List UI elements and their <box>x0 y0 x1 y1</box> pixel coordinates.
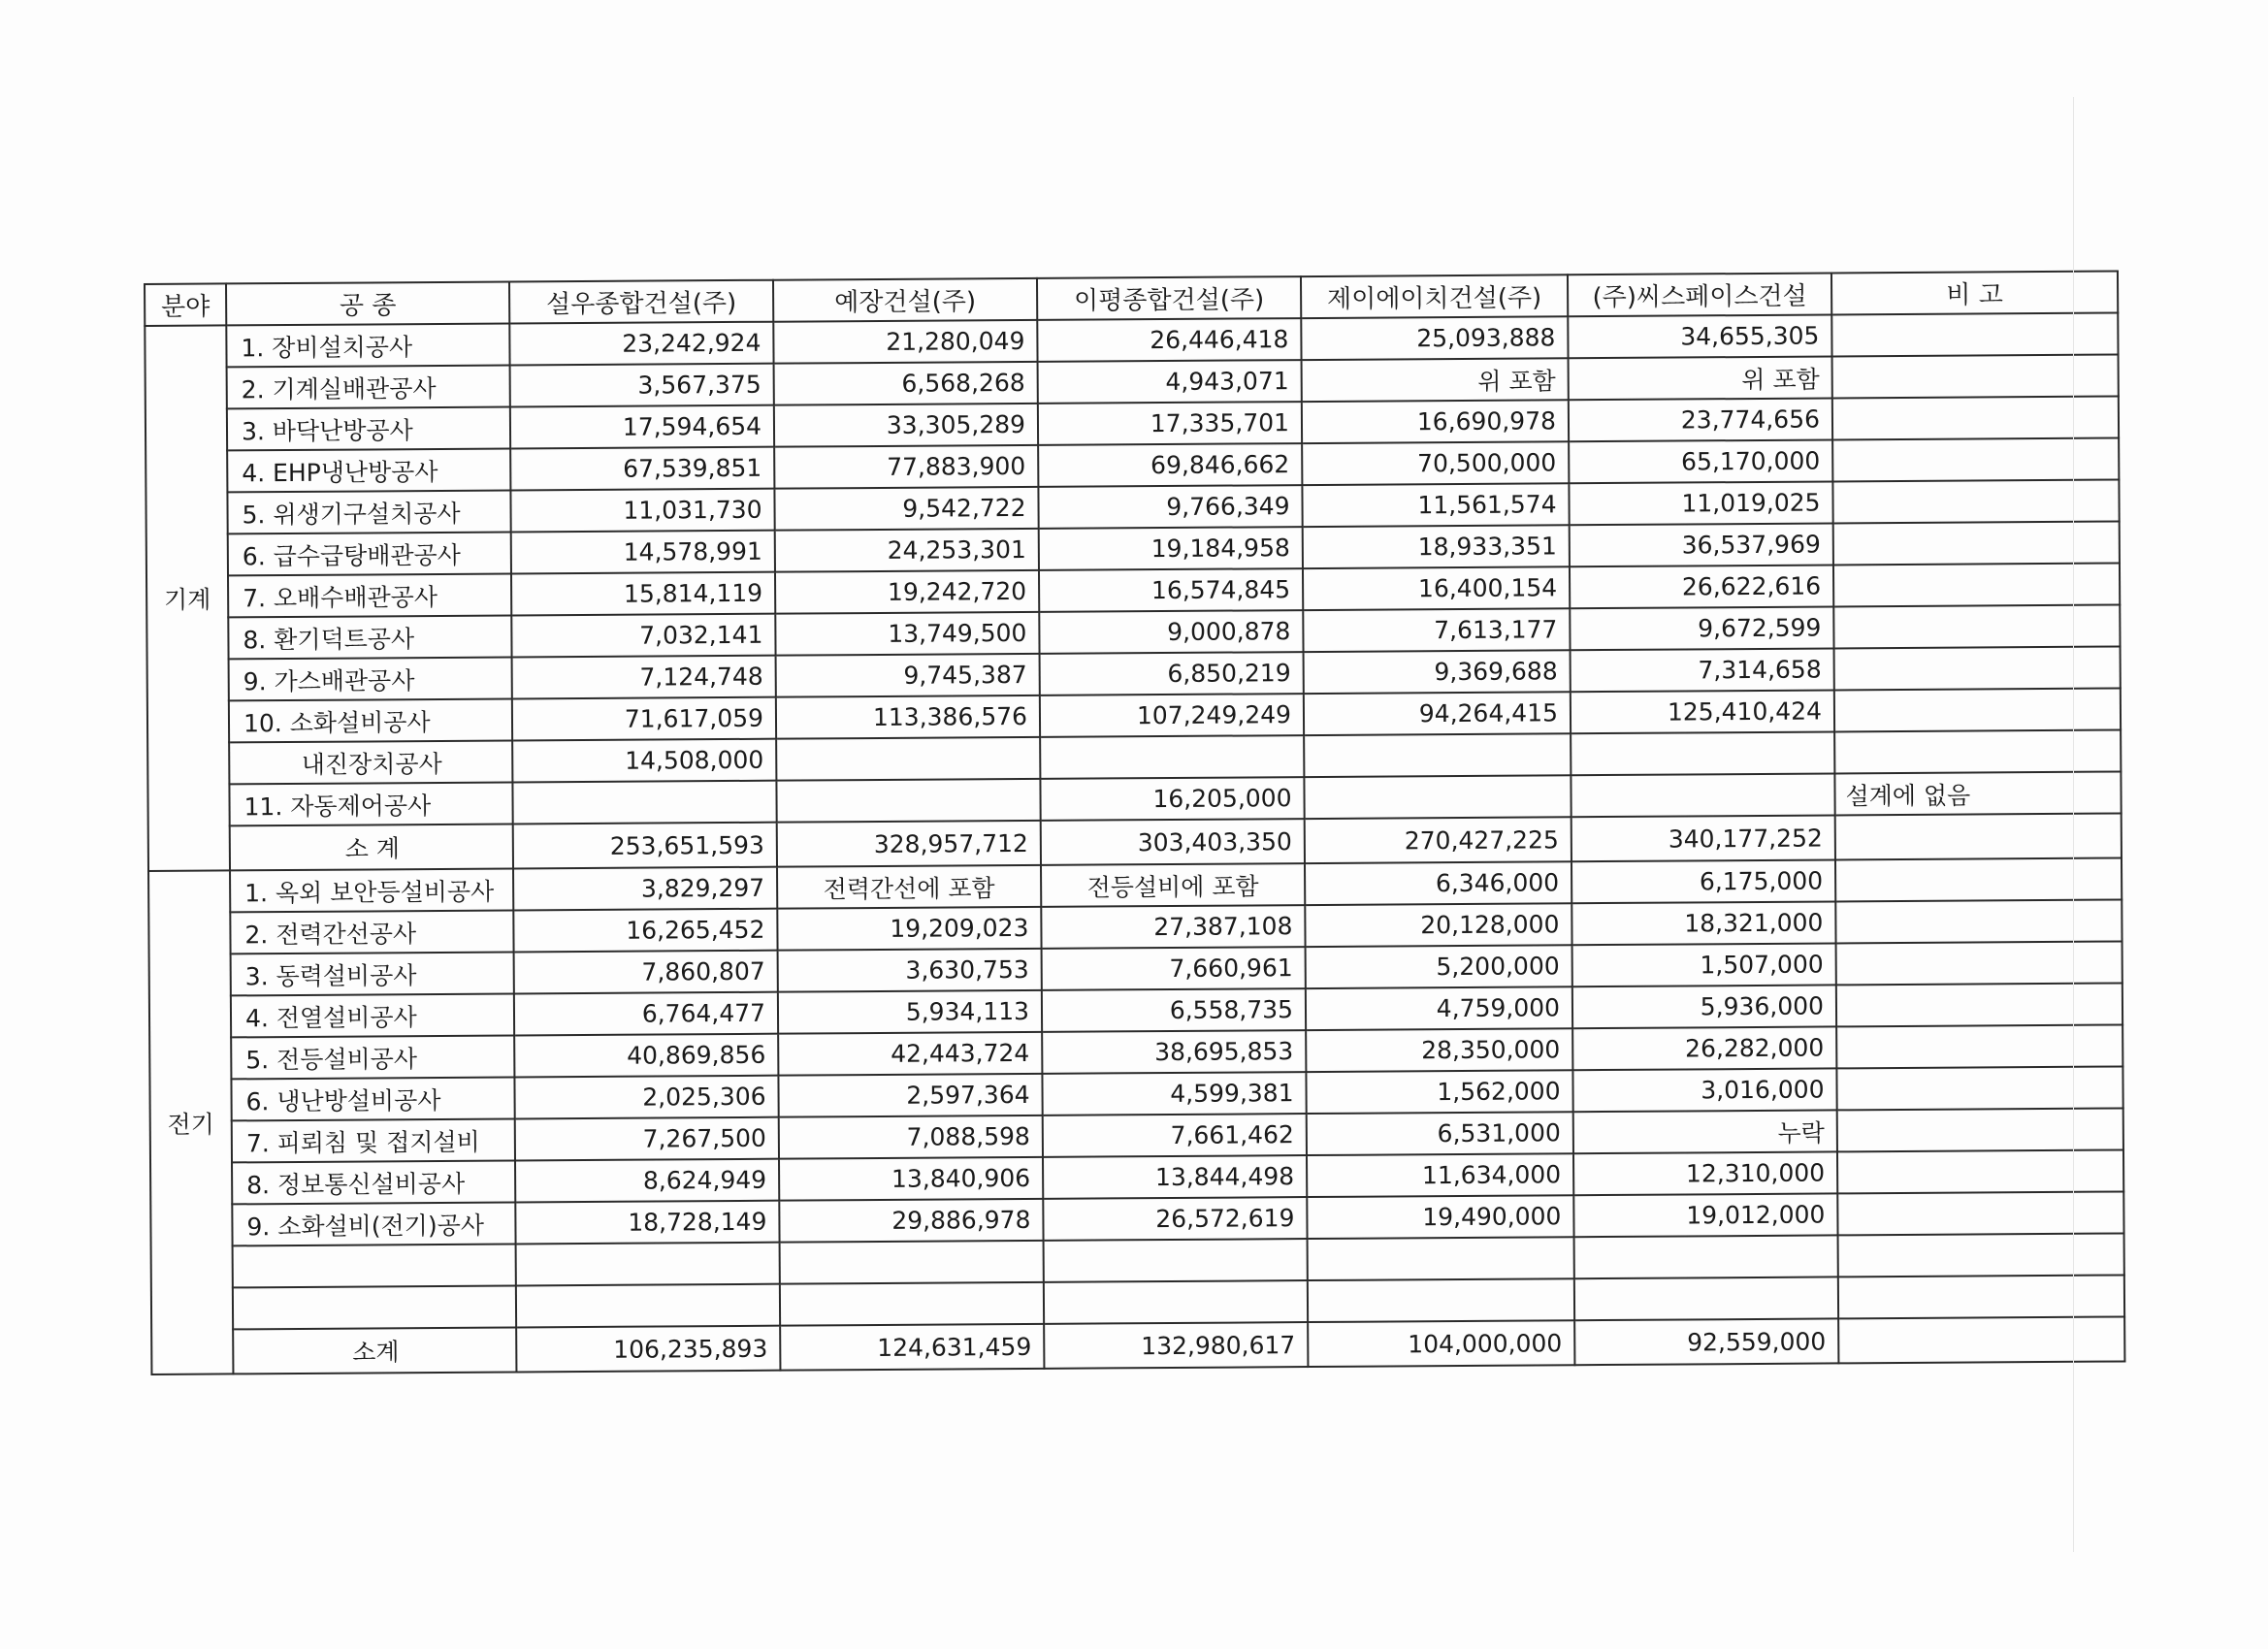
electrical-section <box>148 857 2124 1374</box>
bid-amount-cell <box>1574 1235 1838 1278</box>
bid-amount-cell <box>1040 735 1304 779</box>
bid-amount-cell: 1,562,000 <box>1306 1070 1572 1114</box>
remarks-cell <box>1838 1316 2124 1363</box>
bid-amount-cell <box>1308 1278 1574 1322</box>
bid-amount-cell: 9,369,688 <box>1304 650 1571 694</box>
subtotal-amount-cell: 92,559,000 <box>1574 1318 1838 1365</box>
bid-amount-cell: 전력간선에 포함 <box>777 865 1041 909</box>
remarks-cell <box>1832 397 2119 440</box>
bid-amount-cell: 11,019,025 <box>1569 481 1832 525</box>
bid-amount-cell: 1,507,000 <box>1572 943 1836 986</box>
bid-amount-cell: 3,016,000 <box>1572 1068 1836 1112</box>
work-item-cell: 10. 소화설비공사 <box>229 698 512 742</box>
work-item-cell: 7. 피뢰침 및 접지설비 <box>232 1118 515 1162</box>
bid-amount-cell: 6,175,000 <box>1571 859 1835 903</box>
header-company-1: 설우종합건설(주) <box>509 280 773 324</box>
bid-amount-cell: 113,386,576 <box>776 695 1040 739</box>
remarks-cell <box>1837 1191 2123 1235</box>
work-item-cell: 2. 기계실배관공사 <box>227 365 510 408</box>
bid-amount-cell: 18,933,351 <box>1303 525 1570 568</box>
bid-amount-cell: 23,774,656 <box>1569 398 1832 441</box>
bid-amount-cell: 107,249,249 <box>1040 694 1304 737</box>
subtotal-amount-cell: 253,651,593 <box>513 823 777 869</box>
subtotal-amount-cell: 132,980,617 <box>1044 1322 1308 1369</box>
bid-amount-cell <box>1044 1239 1308 1282</box>
work-item-cell: 2. 전력간선공사 <box>230 910 513 954</box>
remarks-cell <box>1834 688 2121 731</box>
bid-amount-cell <box>512 781 776 824</box>
bid-amount-cell: 4,943,071 <box>1038 360 1302 404</box>
bid-amount-cell: 7,860,807 <box>514 951 778 994</box>
bid-amount-cell: 3,630,753 <box>778 949 1042 992</box>
bid-amount-cell: 6,850,219 <box>1040 652 1304 695</box>
bid-amount-cell: 2,597,364 <box>778 1074 1042 1117</box>
remarks-cell <box>1837 1149 2123 1193</box>
bid-amount-cell: 9,745,387 <box>776 654 1040 697</box>
work-item-cell: 8. 환기덕트공사 <box>228 615 511 659</box>
work-item-cell: 8. 정보통신설비공사 <box>232 1160 515 1204</box>
work-item-cell: 1. 장비설치공사 <box>226 323 509 367</box>
work-item-cell: 5. 위생기구설치공사 <box>227 490 510 534</box>
header-company-3: 이평종합건설(주) <box>1037 276 1301 320</box>
bid-amount-cell: 위 포함 <box>1302 358 1569 402</box>
bid-amount-cell: 11,031,730 <box>510 489 774 533</box>
remarks-cell <box>1835 899 2122 943</box>
bid-amount-cell: 13,844,498 <box>1043 1155 1307 1199</box>
bid-amount-cell: 누락 <box>1573 1110 1837 1153</box>
bid-amount-cell: 17,335,701 <box>1038 402 1302 445</box>
bid-amount-cell <box>776 779 1040 823</box>
bid-amount-cell <box>1304 733 1571 777</box>
work-item-cell: 6. 급수급탕배관공사 <box>228 532 511 575</box>
remarks-cell <box>1832 355 2119 399</box>
bid-amount-cell: 11,561,574 <box>1302 483 1569 527</box>
remarks-cell <box>1836 941 2122 985</box>
subtotal-amount-cell: 303,403,350 <box>1041 819 1305 865</box>
remarks-cell <box>1836 983 2122 1026</box>
bid-amount-cell: 6,558,735 <box>1042 988 1306 1032</box>
bid-amount-cell: 19,490,000 <box>1307 1195 1573 1239</box>
bid-amount-cell: 6,764,477 <box>514 992 778 1036</box>
bid-amount-cell: 16,574,845 <box>1039 568 1303 612</box>
header-company-2: 예장건설(주) <box>773 278 1037 322</box>
bid-amount-cell: 20,128,000 <box>1305 903 1571 947</box>
work-item-cell: 6. 냉난방설비공사 <box>231 1077 514 1120</box>
header-remarks: 비 고 <box>1831 272 2118 315</box>
work-item-cell <box>233 1285 516 1329</box>
remarks-cell <box>1834 729 2121 773</box>
work-item-cell: 4. EHP냉난방공사 <box>227 448 510 492</box>
bid-amount-cell: 7,314,658 <box>1571 648 1834 692</box>
bid-amount-cell: 29,886,978 <box>779 1199 1043 1243</box>
bid-amount-cell: 16,690,978 <box>1302 400 1569 443</box>
bid-amount-cell: 24,253,301 <box>775 529 1039 572</box>
bid-amount-cell: 9,672,599 <box>1570 606 1833 650</box>
subtotal-amount-cell: 106,235,893 <box>516 1326 780 1373</box>
bid-amount-cell: 6,531,000 <box>1307 1112 1573 1155</box>
remarks-cell <box>1836 1066 2122 1110</box>
remarks-cell <box>1832 437 2119 481</box>
bid-amount-cell: 7,124,748 <box>512 656 776 699</box>
work-item-cell: 4. 전열설비공사 <box>231 993 514 1037</box>
bid-amount-cell: 6,568,268 <box>774 362 1038 405</box>
bid-amount-cell: 34,655,305 <box>1568 314 1831 358</box>
remarks-cell <box>1833 563 2120 606</box>
remarks-cell <box>1832 479 2119 523</box>
work-item-cell: 3. 동력설비공사 <box>231 952 514 995</box>
bid-amount-cell: 16,205,000 <box>1040 777 1304 821</box>
bid-amount-cell: 71,617,059 <box>512 697 776 741</box>
subtotal-amount-cell: 340,177,252 <box>1571 815 1835 861</box>
header-company-5: (주)씨스페이스건설 <box>1568 273 1831 316</box>
bid-amount-cell: 8,624,949 <box>515 1159 779 1203</box>
bid-amount-cell: 4,599,381 <box>1042 1072 1306 1116</box>
bid-amount-cell: 9,766,349 <box>1038 485 1302 529</box>
bid-amount-cell: 15,814,119 <box>511 572 775 616</box>
bid-amount-cell: 25,093,888 <box>1301 316 1568 360</box>
bid-amount-cell: 12,310,000 <box>1573 1151 1837 1195</box>
bid-amount-cell: 7,613,177 <box>1303 608 1570 652</box>
work-item-cell: 5. 전등설비공사 <box>231 1035 514 1079</box>
subtotal-label: 소계 <box>233 1327 516 1374</box>
bid-amount-cell: 13,840,906 <box>779 1157 1043 1201</box>
bid-amount-cell: 7,267,500 <box>515 1117 779 1161</box>
bid-amount-cell: 16,400,154 <box>1303 566 1570 610</box>
bid-amount-cell: 23,242,924 <box>509 322 773 366</box>
bid-amount-cell: 7,088,598 <box>779 1116 1043 1159</box>
bid-amount-cell <box>1571 773 1834 817</box>
work-item-cell: 3. 바닥난방공사 <box>227 406 510 450</box>
bid-amount-cell: 3,829,297 <box>513 867 777 911</box>
bid-amount-cell: 26,446,418 <box>1037 318 1301 362</box>
bid-amount-cell: 7,660,961 <box>1042 947 1306 990</box>
subtotal-amount-cell: 328,957,712 <box>777 821 1041 867</box>
bid-amount-cell: 70,500,000 <box>1302 441 1569 485</box>
subtotal-amount-cell: 270,427,225 <box>1305 817 1571 863</box>
bid-amount-cell: 42,443,724 <box>778 1032 1042 1076</box>
work-item-cell: 9. 소화설비(전기)공사 <box>232 1202 515 1245</box>
bid-amount-cell: 19,184,958 <box>1039 527 1303 570</box>
bid-amount-cell: 19,242,720 <box>775 570 1039 614</box>
bid-amount-cell: 19,012,000 <box>1573 1193 1837 1237</box>
work-item-cell: 1. 옥외 보안등설비공사 <box>230 868 513 912</box>
remarks-cell <box>1834 646 2121 690</box>
remarks-cell <box>1831 313 2118 357</box>
bid-amount-cell <box>780 1241 1044 1284</box>
remarks-cell <box>1835 813 2122 859</box>
header-field: 분야 <box>145 283 226 326</box>
bid-amount-cell: 5,936,000 <box>1572 985 1836 1028</box>
bid-amount-cell <box>780 1282 1044 1326</box>
bid-amount-cell: 위 포함 <box>1569 356 1832 400</box>
bid-amount-cell: 28,350,000 <box>1306 1028 1572 1072</box>
work-item-cell: 7. 오배수배관공사 <box>228 573 511 617</box>
remarks-cell <box>1833 604 2120 648</box>
bid-amount-cell: 7,661,462 <box>1043 1114 1307 1157</box>
bid-amount-cell: 14,578,991 <box>511 531 775 574</box>
bid-amount-cell: 26,572,619 <box>1043 1197 1307 1241</box>
remarks-cell: 설계에 없음 <box>1834 771 2121 815</box>
bid-amount-cell: 13,749,500 <box>775 612 1039 656</box>
bid-amount-cell <box>516 1243 780 1286</box>
bid-amount-cell: 11,634,000 <box>1307 1153 1573 1197</box>
bid-amount-cell <box>1574 1277 1838 1320</box>
bid-amount-cell: 27,387,108 <box>1041 905 1305 949</box>
bid-amount-cell <box>776 737 1040 781</box>
bid-amount-cell: 16,265,452 <box>513 909 777 953</box>
bid-amount-cell: 65,170,000 <box>1569 439 1832 483</box>
bid-amount-cell: 40,869,856 <box>514 1034 778 1078</box>
remarks-cell <box>1838 1275 2124 1318</box>
header-company-4: 제이에이치건설(주) <box>1301 275 1568 318</box>
mechanical-section <box>145 313 2122 871</box>
bid-amount-cell <box>1571 731 1834 775</box>
bid-amount-cell: 2,025,306 <box>514 1076 778 1119</box>
bid-amount-cell: 77,883,900 <box>774 445 1038 489</box>
scan-edge-line <box>2073 97 2074 1552</box>
bid-amount-cell: 17,594,654 <box>510 405 774 449</box>
bid-amount-cell: 125,410,424 <box>1571 690 1834 733</box>
subtotal-amount-cell: 104,000,000 <box>1308 1320 1574 1367</box>
bid-comparison-table <box>144 270 2125 1374</box>
bid-amount-cell: 26,282,000 <box>1572 1026 1836 1070</box>
bid-amount-cell: 14,508,000 <box>512 739 776 783</box>
work-item-cell <box>233 1244 516 1287</box>
remarks-cell <box>1833 521 2120 565</box>
electrical-category-cell: 전기 <box>148 870 233 1374</box>
bid-amount-cell: 19,209,023 <box>777 907 1041 951</box>
bid-amount-cell: 5,934,113 <box>778 990 1042 1034</box>
bid-amount-cell: 9,542,722 <box>774 487 1038 531</box>
subtotal-label: 소 계 <box>230 824 513 870</box>
bid-amount-cell: 38,695,853 <box>1042 1030 1306 1074</box>
mechanical-category-cell: 기계 <box>145 325 230 871</box>
bid-amount-cell: 94,264,415 <box>1304 692 1571 735</box>
bid-amount-cell: 18,728,149 <box>515 1201 779 1245</box>
bid-amount-cell: 18,321,000 <box>1571 901 1835 945</box>
bid-amount-cell: 69,846,662 <box>1038 443 1302 487</box>
remarks-cell <box>1837 1108 2123 1151</box>
header-work-type: 공 종 <box>226 281 509 325</box>
work-item-cell: 내진장치공사 <box>229 740 512 784</box>
bid-amount-cell: 4,759,000 <box>1306 986 1572 1030</box>
bid-amount-cell <box>1304 775 1571 819</box>
bid-amount-cell: 67,539,851 <box>510 447 774 491</box>
bid-amount-cell <box>516 1284 780 1328</box>
bid-amount-cell: 6,346,000 <box>1305 861 1571 905</box>
bid-amount-cell: 7,032,141 <box>511 614 775 658</box>
remarks-cell <box>1838 1233 2124 1277</box>
bid-amount-cell: 33,305,289 <box>774 404 1038 447</box>
bid-amount-cell: 5,200,000 <box>1306 945 1572 988</box>
work-item-cell: 9. 가스배관공사 <box>229 657 512 700</box>
subtotal-amount-cell: 124,631,459 <box>780 1324 1044 1371</box>
remarks-cell <box>1835 857 2122 901</box>
bid-amount-cell: 3,567,375 <box>510 364 774 407</box>
remarks-cell <box>1836 1024 2122 1068</box>
bid-amount-cell: 21,280,049 <box>773 320 1037 364</box>
bid-amount-cell: 26,622,616 <box>1570 565 1833 608</box>
bid-amount-cell: 전등설비에 포함 <box>1041 863 1305 907</box>
bid-amount-cell <box>1044 1280 1308 1324</box>
work-item-cell: 11. 자동제어공사 <box>229 782 512 825</box>
bid-amount-cell: 9,000,878 <box>1039 610 1303 654</box>
bid-amount-cell: 36,537,969 <box>1570 523 1833 566</box>
bid-amount-cell <box>1308 1237 1574 1280</box>
